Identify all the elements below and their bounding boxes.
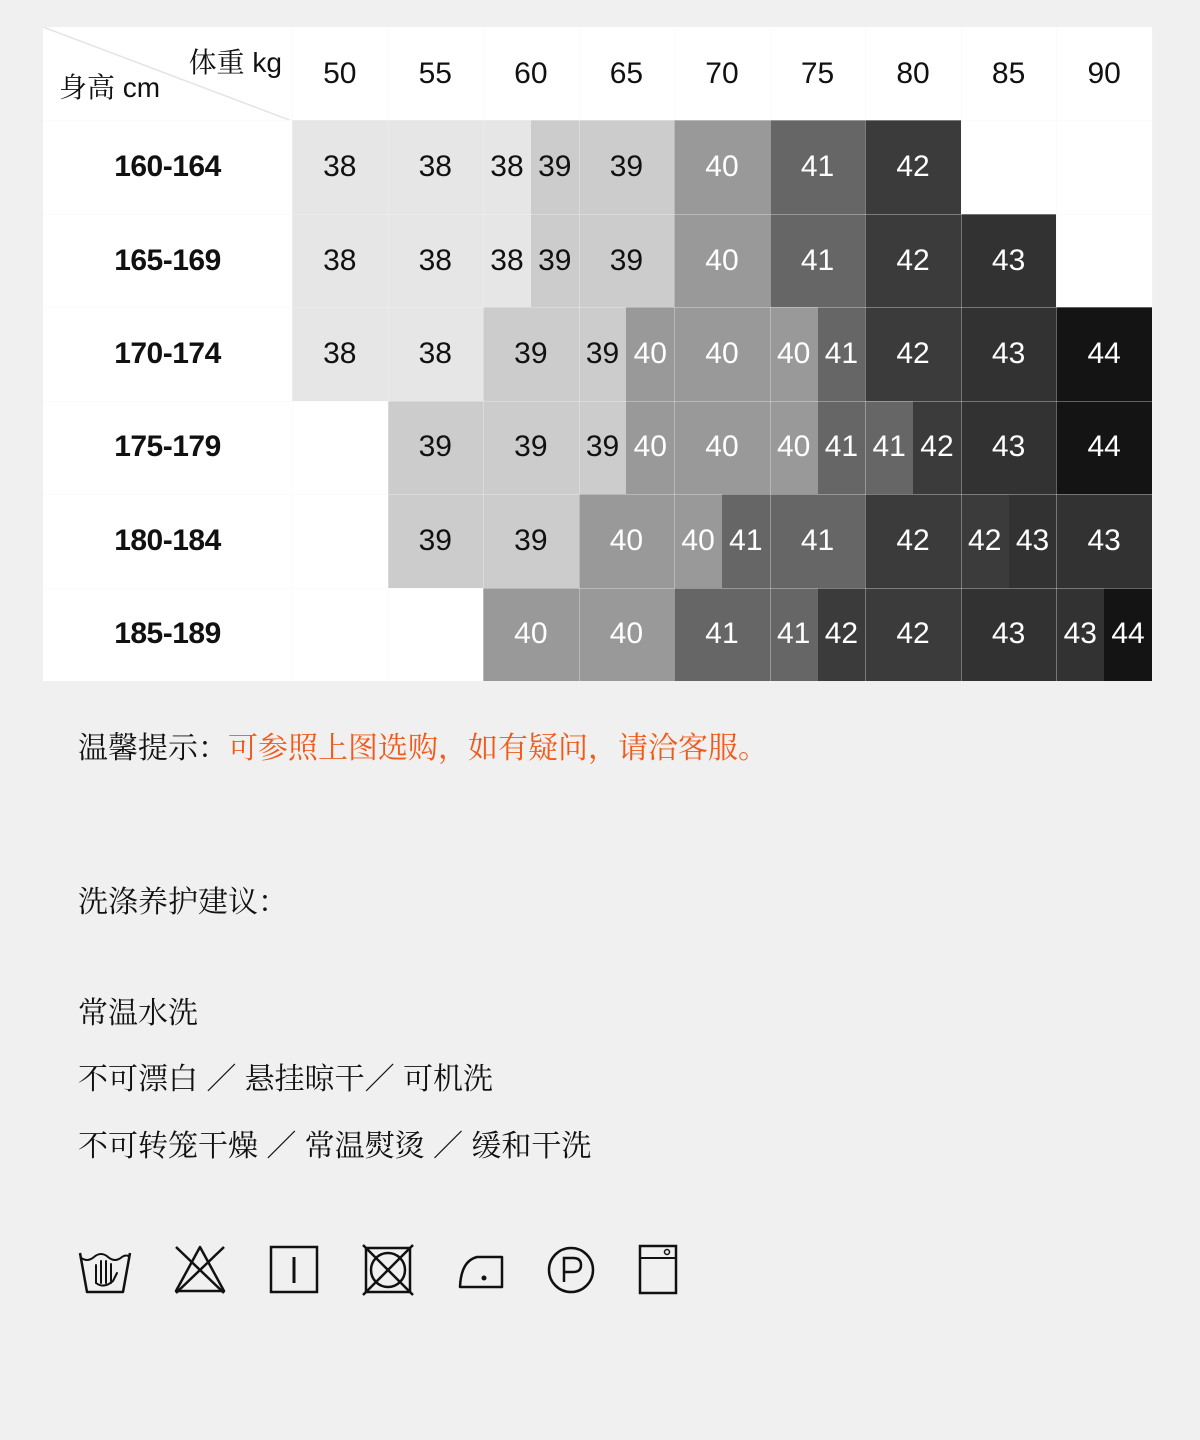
size-cell bbox=[865, 588, 961, 681]
size-cell bbox=[388, 214, 484, 307]
weight-header: 50 bbox=[323, 56, 357, 90]
weight-header: 55 bbox=[418, 56, 452, 90]
no-bleach-icon bbox=[173, 1243, 227, 1297]
grid-line bbox=[43, 401, 1152, 402]
size-cell bbox=[388, 401, 484, 494]
size-value: 39 bbox=[388, 494, 484, 587]
size-cell bbox=[961, 494, 1057, 587]
size-value: 41 bbox=[770, 494, 866, 587]
size-cell bbox=[1056, 120, 1152, 213]
size-cell bbox=[865, 307, 961, 400]
size-value: 38 bbox=[388, 214, 484, 307]
size-cell bbox=[483, 307, 579, 400]
size-value: 43 bbox=[961, 214, 1057, 307]
grid-line bbox=[579, 27, 580, 681]
size-value: 44 bbox=[1104, 588, 1152, 681]
size-value: 42 bbox=[913, 401, 961, 494]
size-value: 40 bbox=[483, 588, 579, 681]
size-cell bbox=[483, 401, 579, 494]
size-value: 42 bbox=[865, 214, 961, 307]
grid-line bbox=[43, 214, 1152, 215]
size-cell bbox=[674, 401, 770, 494]
size-cell bbox=[579, 494, 675, 587]
size-cell bbox=[674, 588, 770, 681]
size-chart-table bbox=[43, 27, 1152, 681]
size-value: 38 bbox=[388, 307, 484, 400]
size-cell bbox=[483, 120, 579, 213]
size-value: 39 bbox=[483, 494, 579, 587]
dry-clean-p-icon bbox=[544, 1243, 598, 1297]
size-cell bbox=[961, 214, 1057, 307]
size-cell bbox=[961, 307, 1057, 400]
height-axis-label: 身高 cm bbox=[59, 72, 161, 104]
size-value: 41 bbox=[818, 401, 866, 494]
size-cell bbox=[674, 494, 770, 587]
line-dry-icon bbox=[268, 1243, 322, 1297]
size-value: 38 bbox=[292, 307, 388, 400]
size-cell bbox=[579, 588, 675, 681]
size-cell bbox=[1056, 401, 1152, 494]
grid-line bbox=[43, 588, 1152, 589]
warm-tip bbox=[78, 723, 768, 767]
size-value: 39 bbox=[483, 307, 579, 400]
size-value: 41 bbox=[722, 494, 770, 587]
size-value: 40 bbox=[770, 307, 818, 400]
grid-line bbox=[674, 27, 675, 681]
size-value: 40 bbox=[674, 214, 770, 307]
height-row-label: 180-184 bbox=[114, 523, 221, 557]
size-value: 39 bbox=[579, 401, 627, 494]
weight-header: 65 bbox=[609, 56, 644, 90]
hand-wash-icon bbox=[78, 1243, 132, 1297]
size-cell bbox=[292, 494, 388, 587]
grid-line bbox=[43, 120, 1152, 121]
size-cell bbox=[770, 307, 866, 400]
size-cell bbox=[770, 494, 866, 587]
size-value: 41 bbox=[770, 214, 866, 307]
weight-header: 90 bbox=[1087, 56, 1121, 90]
size-cell bbox=[388, 120, 484, 213]
size-cell bbox=[579, 401, 675, 494]
size-cell bbox=[1056, 494, 1152, 587]
size-cell bbox=[483, 588, 579, 681]
height-row-label: 175-179 bbox=[114, 430, 221, 464]
grid-line bbox=[865, 27, 866, 681]
care-line-dry: 不可漂白 ／ 悬挂晾干／ 可机洗 bbox=[78, 1063, 494, 1096]
size-value: 40 bbox=[674, 401, 770, 494]
size-cell bbox=[579, 120, 675, 213]
grid-line bbox=[292, 27, 293, 681]
size-cell bbox=[770, 120, 866, 213]
machine-wash-icon bbox=[636, 1243, 690, 1297]
size-value: 40 bbox=[626, 307, 674, 400]
weight-header: 75 bbox=[800, 56, 835, 90]
size-cell bbox=[770, 214, 866, 307]
care-line-wash: 常温水洗 bbox=[78, 997, 198, 1030]
size-value: 39 bbox=[531, 120, 579, 213]
weight-header: 60 bbox=[514, 56, 548, 90]
size-value: 39 bbox=[483, 401, 579, 494]
size-value: 38 bbox=[292, 214, 388, 307]
size-value: 40 bbox=[579, 588, 675, 681]
size-cell bbox=[388, 588, 484, 681]
grid-line bbox=[483, 27, 484, 681]
size-value: 44 bbox=[1056, 307, 1152, 400]
no-tumble-dry-icon bbox=[361, 1243, 415, 1297]
size-cell bbox=[770, 588, 866, 681]
weight-header: 85 bbox=[991, 56, 1026, 90]
size-value: 38 bbox=[388, 120, 484, 213]
size-value: 43 bbox=[961, 307, 1057, 400]
size-cell bbox=[961, 401, 1057, 494]
size-value: 40 bbox=[770, 401, 818, 494]
height-row-label: 170-174 bbox=[114, 336, 221, 370]
weight-header: 70 bbox=[705, 56, 739, 90]
height-row-label: 165-169 bbox=[114, 243, 221, 277]
size-cell bbox=[292, 214, 388, 307]
size-value: 38 bbox=[483, 214, 531, 307]
size-value: 43 bbox=[1009, 494, 1057, 587]
size-cell bbox=[865, 214, 961, 307]
care-title: 洗涤养护建议： bbox=[78, 886, 288, 919]
weight-axis-label: 体重 kg bbox=[188, 47, 282, 78]
size-value: 43 bbox=[1056, 588, 1104, 681]
size-value: 38 bbox=[483, 120, 531, 213]
grid-line bbox=[770, 27, 771, 681]
size-value: 43 bbox=[961, 401, 1057, 494]
grid-line bbox=[43, 494, 1152, 495]
size-cell bbox=[865, 401, 961, 494]
height-row-label: 185-189 bbox=[114, 617, 221, 651]
size-value: 41 bbox=[770, 588, 818, 681]
care-line-iron: 不可转笼干燥 ／ 常温熨烫 ／ 缓和干洗 bbox=[78, 1130, 592, 1163]
size-value: 39 bbox=[531, 214, 579, 307]
tip-text: 可参照上图选购，如有疑问，请洽客服。 bbox=[228, 732, 768, 765]
size-value: 41 bbox=[674, 588, 770, 681]
size-value: 40 bbox=[674, 120, 770, 213]
size-value: 39 bbox=[579, 120, 675, 213]
iron-low-heat-icon bbox=[455, 1243, 509, 1297]
size-cell bbox=[579, 214, 675, 307]
size-value: 39 bbox=[388, 401, 484, 494]
size-value: 44 bbox=[1056, 401, 1152, 494]
size-cell bbox=[388, 307, 484, 400]
size-value: 41 bbox=[818, 307, 866, 400]
tip-label: 温馨提示： bbox=[78, 732, 228, 765]
size-value: 39 bbox=[579, 214, 675, 307]
size-cell bbox=[1056, 214, 1152, 307]
size-value: 42 bbox=[818, 588, 866, 681]
size-cell bbox=[770, 401, 866, 494]
grid-line bbox=[388, 27, 389, 681]
size-value: 40 bbox=[674, 494, 722, 587]
size-cell bbox=[292, 401, 388, 494]
size-cell bbox=[865, 494, 961, 587]
size-cell bbox=[292, 120, 388, 213]
size-value: 38 bbox=[292, 120, 388, 213]
size-cell bbox=[1056, 307, 1152, 400]
size-value: 42 bbox=[961, 494, 1009, 587]
grid-line bbox=[961, 27, 962, 681]
size-cell bbox=[483, 494, 579, 587]
size-cell bbox=[674, 307, 770, 400]
size-cell bbox=[865, 120, 961, 213]
grid-line bbox=[1056, 27, 1057, 681]
size-cell bbox=[674, 120, 770, 213]
height-row-label: 160-164 bbox=[114, 150, 221, 184]
size-cell bbox=[388, 494, 484, 587]
size-cell bbox=[961, 120, 1057, 213]
size-value: 41 bbox=[770, 120, 866, 213]
size-value: 39 bbox=[579, 307, 627, 400]
size-cell bbox=[674, 214, 770, 307]
weight-header: 80 bbox=[896, 56, 930, 90]
size-cell bbox=[292, 307, 388, 400]
size-value: 42 bbox=[865, 494, 961, 587]
size-value: 42 bbox=[865, 120, 961, 213]
grid-line bbox=[1152, 27, 1153, 681]
size-value: 43 bbox=[961, 588, 1057, 681]
size-value: 43 bbox=[1056, 494, 1152, 587]
size-cell bbox=[483, 214, 579, 307]
size-cell bbox=[961, 588, 1057, 681]
care-icons-row bbox=[78, 1243, 698, 1299]
size-cell bbox=[292, 588, 388, 681]
size-value: 41 bbox=[865, 401, 913, 494]
size-value: 40 bbox=[674, 307, 770, 400]
size-value: 40 bbox=[579, 494, 675, 587]
table-corner-header bbox=[43, 27, 292, 120]
size-value: 42 bbox=[865, 307, 961, 400]
size-cell bbox=[579, 307, 675, 400]
size-value: 40 bbox=[626, 401, 674, 494]
grid-line bbox=[43, 307, 1152, 308]
size-cell bbox=[1056, 588, 1152, 681]
size-value: 42 bbox=[865, 588, 961, 681]
